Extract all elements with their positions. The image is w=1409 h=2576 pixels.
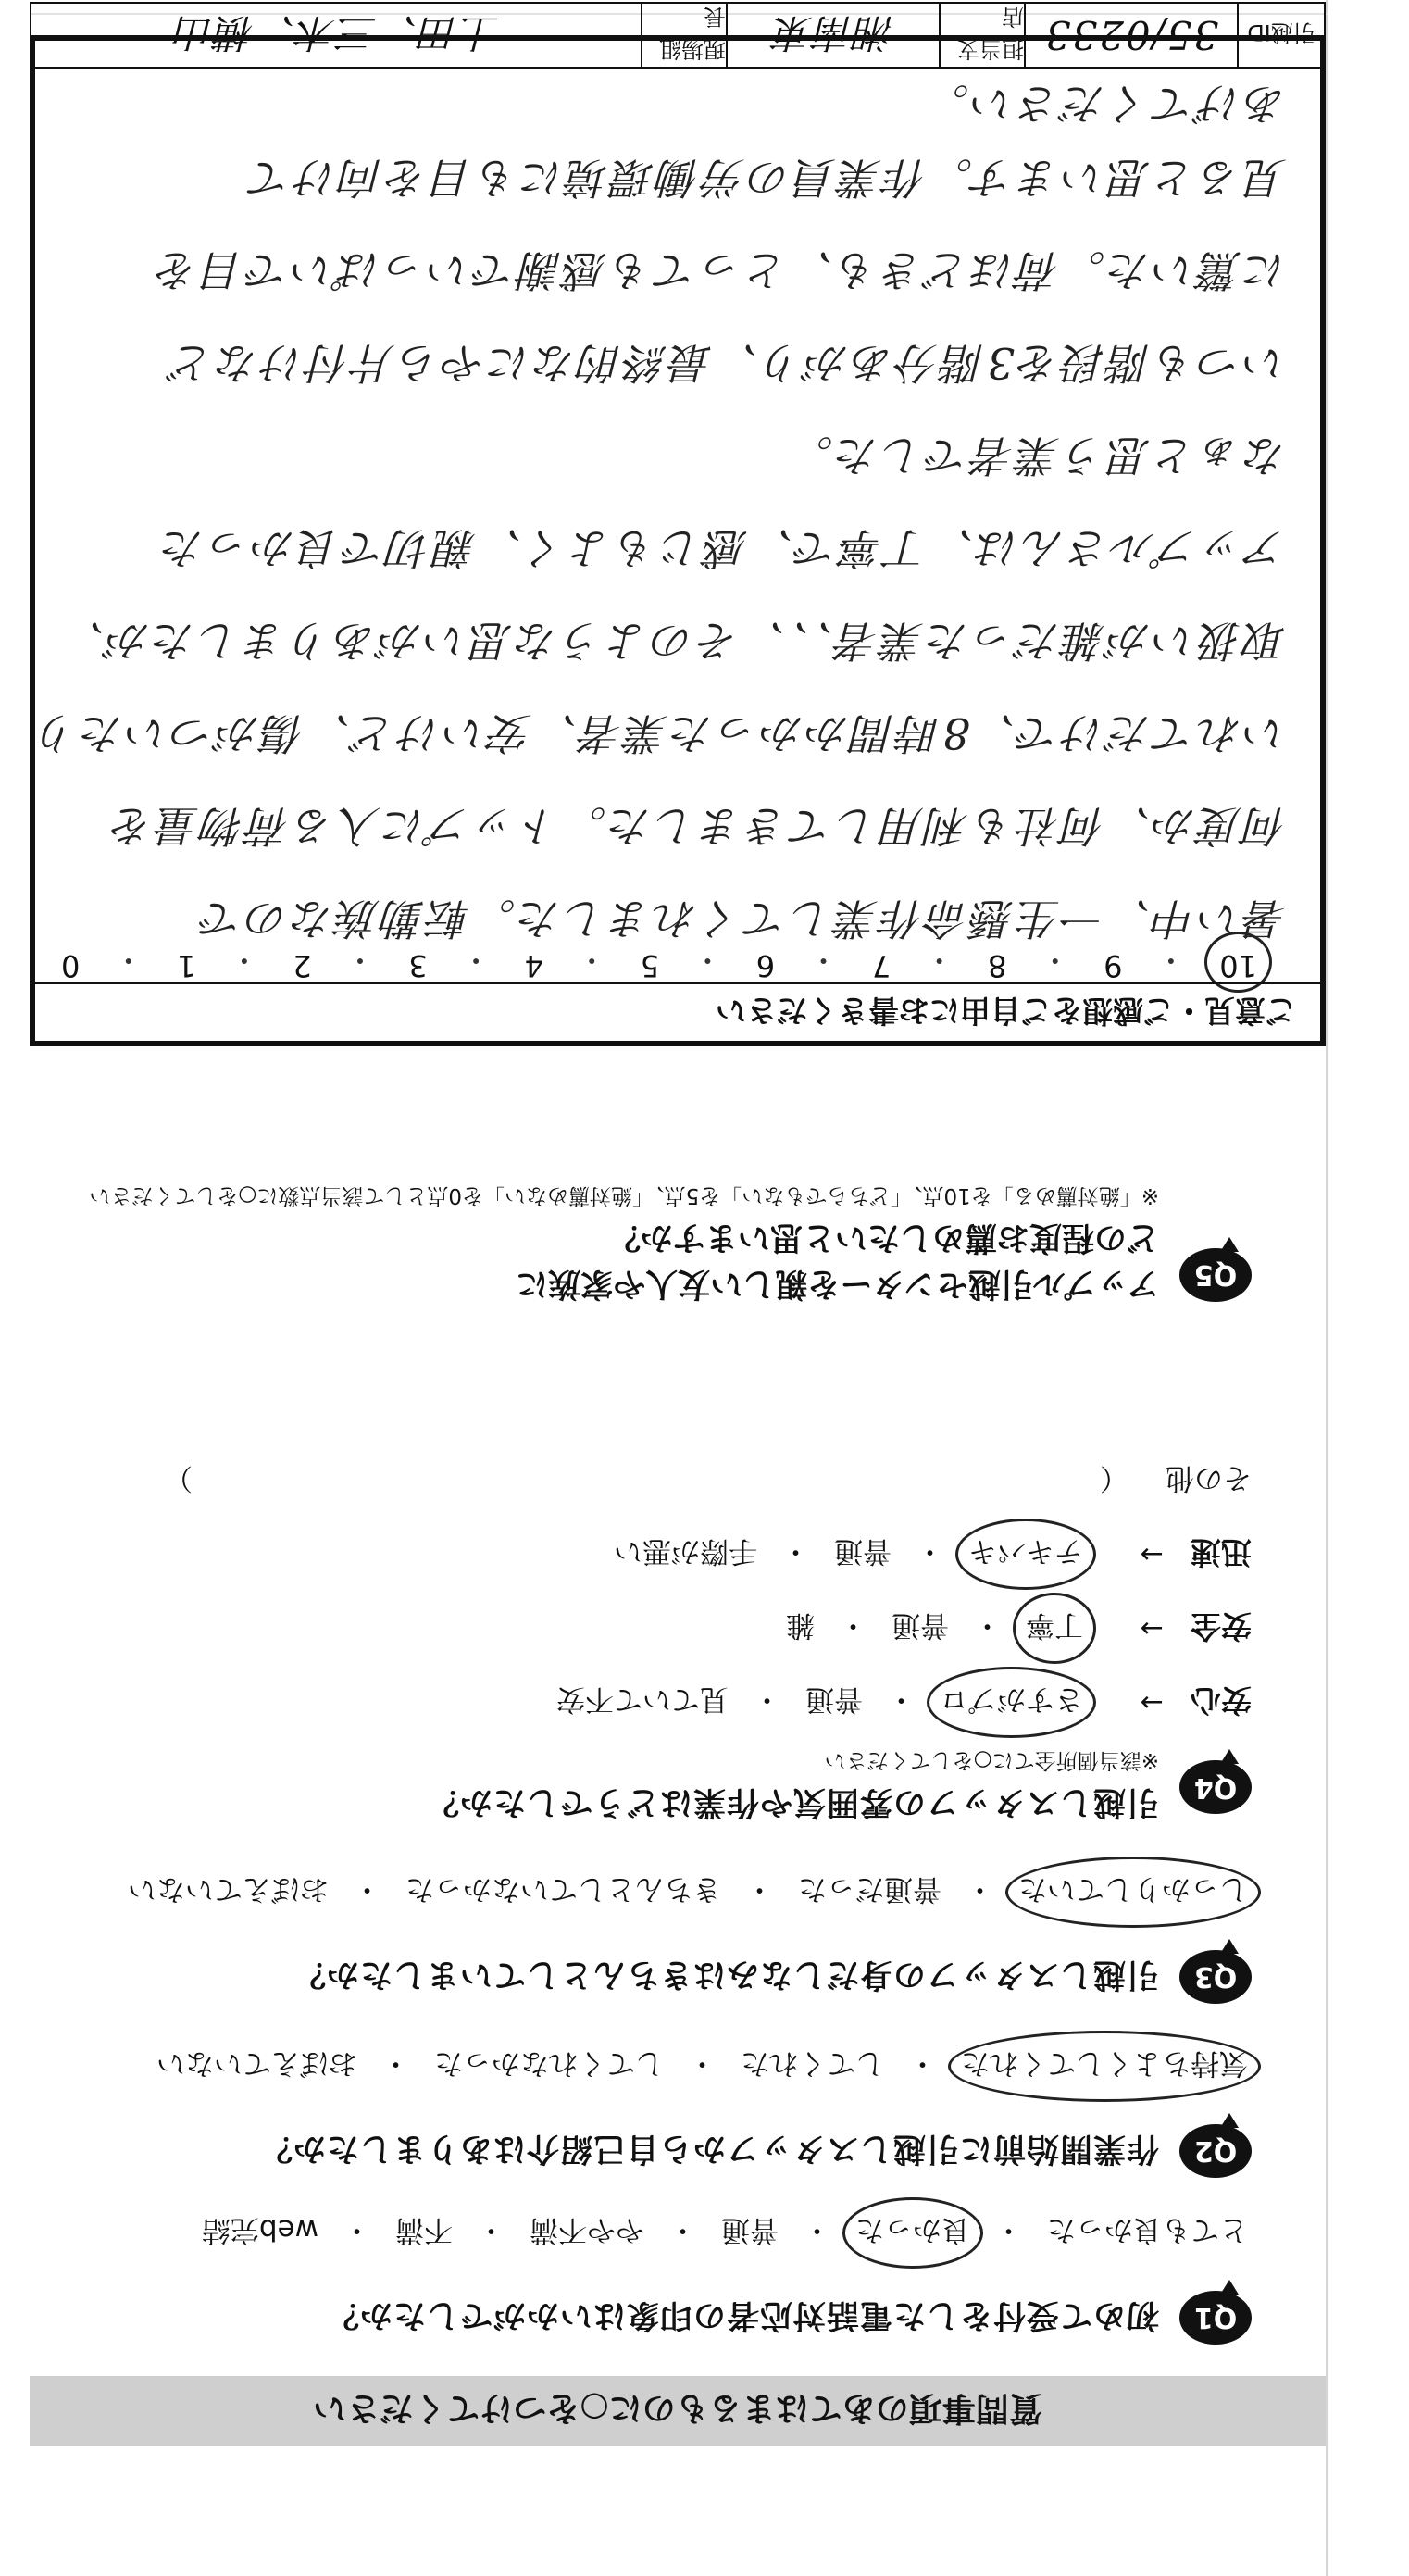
q5-score[interactable]: 0	[61, 948, 81, 983]
page-edge-line	[1326, 0, 1328, 2576]
q4-other-open-paren: （	[1100, 1461, 1128, 1494]
q1-option-3[interactable]: 普通	[721, 2213, 779, 2246]
q1-text: 初めて受付をした電話対応者の印象はいかがでしたか？	[325, 2296, 1159, 2333]
comment-line: なぁと思う業者でした。	[788, 431, 1287, 481]
id-label: 引越ID	[1247, 19, 1315, 46]
q5-score[interactable]: 7	[871, 948, 892, 983]
q5-badge	[1179, 1248, 1252, 1302]
q2-option-1-selected[interactable]: 気持ちよくしてくれた	[957, 2045, 1252, 2087]
q5-rating-scale: 10 ・ 9 ・ 8 ・ 7 ・ 6 ・ 5 ・ 4 ・ 3 ・ 2 ・ 1 ・ 0	[57, 941, 1261, 983]
question-1	[326, 2291, 1252, 2345]
branch-value[interactable]: 湘南東	[728, 4, 941, 67]
q5-score[interactable]: 8	[988, 948, 1007, 983]
q4-note: ※該当個所全てに○をしてください	[824, 1748, 1159, 1772]
q3-text: 引越しスタッフの身だしなみはきちんとしていましたか？	[292, 1956, 1159, 1993]
q4-anzen-option-3[interactable]: 雑	[786, 1608, 815, 1642]
question-2	[259, 2124, 1252, 2178]
comment-line: 取扱いが雑だった業者、、、そのような思いがありましたが、	[59, 616, 1287, 666]
q5-score[interactable]: 2	[293, 948, 312, 983]
q5-note: ※「絶対薦める」を10点、「どちらでもない」を5点、「絶対薦めない」を0点として該当点数に○をしてください	[89, 1183, 1159, 1207]
q4-row-label: 安心	[1191, 1682, 1252, 1719]
q3-options: しっかりしていた ・ 普通だった ・ きちんとしていなかった ・ おぼえていない	[124, 1871, 1252, 1913]
q1-option-5[interactable]: 不満	[395, 2213, 453, 2246]
q4-jinsoku-option-3[interactable]: 手際が悪い	[614, 1534, 757, 1568]
q3-badge	[1179, 1950, 1252, 2004]
q2-option-4[interactable]: おぼえていない	[156, 2046, 357, 2080]
q4-row-label: 迅速	[1191, 1534, 1252, 1570]
arrow-right-icon: →	[1140, 1686, 1164, 1719]
question-5	[89, 1182, 1252, 1309]
q2-options: 気持ちよくしてくれた ・ してくれた ・ してくれなかった ・ おぼえていない	[153, 2045, 1252, 2087]
q3-option-1-selected[interactable]: しっかりしていた	[1015, 1871, 1252, 1913]
q4-other-label: その他	[1166, 1461, 1252, 1494]
q2-option-3[interactable]: してくれなかった	[434, 2046, 664, 2080]
q4-jinsoku-option-2[interactable]: 普通	[834, 1534, 892, 1568]
q5-score-selected[interactable]: 10	[1216, 941, 1261, 983]
q4-text: 引越しスタッフの雰囲気や作業はどうでしたか？	[425, 1783, 1159, 1820]
instruction-text: 質問事項のあてはまるものに○をつけてください	[313, 2389, 1042, 2428]
comment-box[interactable]	[30, 35, 1326, 1046]
q4-anzen-option-1-selected[interactable]: 丁寧	[1022, 1607, 1087, 1649]
branch-label: 担当支店	[941, 4, 1026, 67]
q4-anshin-option-3[interactable]: 見ていて不安	[556, 1682, 729, 1716]
q5-score[interactable]: 3	[408, 948, 428, 983]
instruction-banner	[30, 2376, 1326, 2446]
id-strip	[30, 2, 1326, 69]
q1-options: とても良かった ・ 良かった ・ 普通 ・ やや不満 ・ 不満 ・ web完結	[198, 2212, 1252, 2254]
q5-score[interactable]: 6	[755, 948, 776, 983]
q1-option-2-selected[interactable]: 良かった	[852, 2212, 974, 2254]
q5-score[interactable]: 5	[640, 948, 660, 983]
q4-badge-text: Q4	[1193, 1771, 1238, 1804]
q2-option-2[interactable]: してくれた	[741, 2046, 884, 2080]
comment-line: アップルさんは、丁寧で、感じもよく、親切で良かった	[158, 523, 1287, 573]
comment-line: 見ると思います。作業員の労働環境にも目を向けて	[246, 153, 1287, 203]
q1-badge	[1179, 2291, 1252, 2345]
arrow-right-icon: →	[1140, 1538, 1164, 1570]
comment-title-text: ご意見・ご感想をご自由にお書きください	[716, 993, 1296, 1029]
q5-score[interactable]: 9	[1104, 948, 1123, 983]
q3-option-3[interactable]: きちんとしていなかった	[405, 1872, 721, 1906]
q2-badge-text: Q2	[1193, 2134, 1238, 2168]
leader-value[interactable]: 上田、三木、横山	[31, 4, 642, 67]
q4-row-label: 安全	[1191, 1608, 1252, 1644]
q3-option-2[interactable]: 普通だった	[798, 1872, 941, 1906]
q5-badge-text: Q5	[1193, 1258, 1238, 1292]
q5-score[interactable]: 1	[177, 948, 196, 983]
q3-option-4[interactable]: おぼえていない	[128, 1872, 329, 1906]
q2-text: 作業開始前に引越しスタッフから自己紹介はありましたか？	[258, 2130, 1159, 2167]
question-4	[426, 1747, 1252, 1828]
comment-line: いれてだけで、8時間かかった業者、安いけど、傷がついたり	[32, 708, 1287, 758]
question-3	[293, 1950, 1252, 2004]
q4-row-anzen: 安全 → 丁寧 ・ 普通 ・ 雑	[782, 1607, 1252, 1650]
comment-line: 暑い中、一生懸命作業してくれました。転勤族なので	[198, 894, 1287, 944]
q4-jinsoku-option-1-selected[interactable]: テキパキ	[965, 1533, 1087, 1575]
q1-option-1[interactable]: とても良かった	[1047, 2213, 1248, 2246]
q4-row-anshin: 安心 → さすがプロ ・ 普通 ・ 見ていて不安	[553, 1681, 1252, 1724]
q3-badge-text: Q3	[1193, 1960, 1238, 1994]
q2-badge	[1179, 2124, 1252, 2178]
id-value[interactable]: 35/0233	[1026, 4, 1239, 67]
q4-other-close-paren: ）	[164, 1461, 193, 1494]
arrow-right-icon: →	[1140, 1612, 1164, 1644]
comment-line: あげてください。	[924, 79, 1287, 129]
q1-option-4[interactable]: やや不満	[530, 2213, 644, 2246]
leader-label: 現場組長	[642, 4, 728, 67]
comment-line: 何度か、何社も利用してきました。トップに入る荷物量を	[108, 801, 1287, 851]
q1-option-6[interactable]: web完結	[201, 2213, 318, 2246]
q5-text-line1: アップル引越センターを親しい友人や家族に	[516, 1265, 1159, 1302]
q5-score[interactable]: 4	[524, 948, 543, 983]
q4-anshin-option-1-selected[interactable]: さすがプロ	[936, 1682, 1087, 1723]
q5-text-line2: どの程度お薦めしたいと思いますか？	[607, 1219, 1159, 1256]
q4-row-jinsoku: 迅速 → テキパキ ・ 普通 ・ 手際が悪い	[610, 1532, 1252, 1576]
q4-other-row	[164, 1460, 1252, 1502]
comment-title	[35, 982, 1320, 1041]
q4-anshin-option-2[interactable]: 普通	[805, 1682, 863, 1716]
comment-line: に驚いた。荷ほどきも、とっても感謝でいっぱいで目を	[153, 245, 1287, 295]
q4-anzen-option-2[interactable]: 普通	[892, 1608, 949, 1642]
q1-badge-text: Q1	[1193, 2301, 1238, 2334]
q4-badge	[1179, 1761, 1252, 1815]
comment-line: いつも階段を3階分あがり、最終的なにやら片付けなど	[168, 338, 1287, 388]
